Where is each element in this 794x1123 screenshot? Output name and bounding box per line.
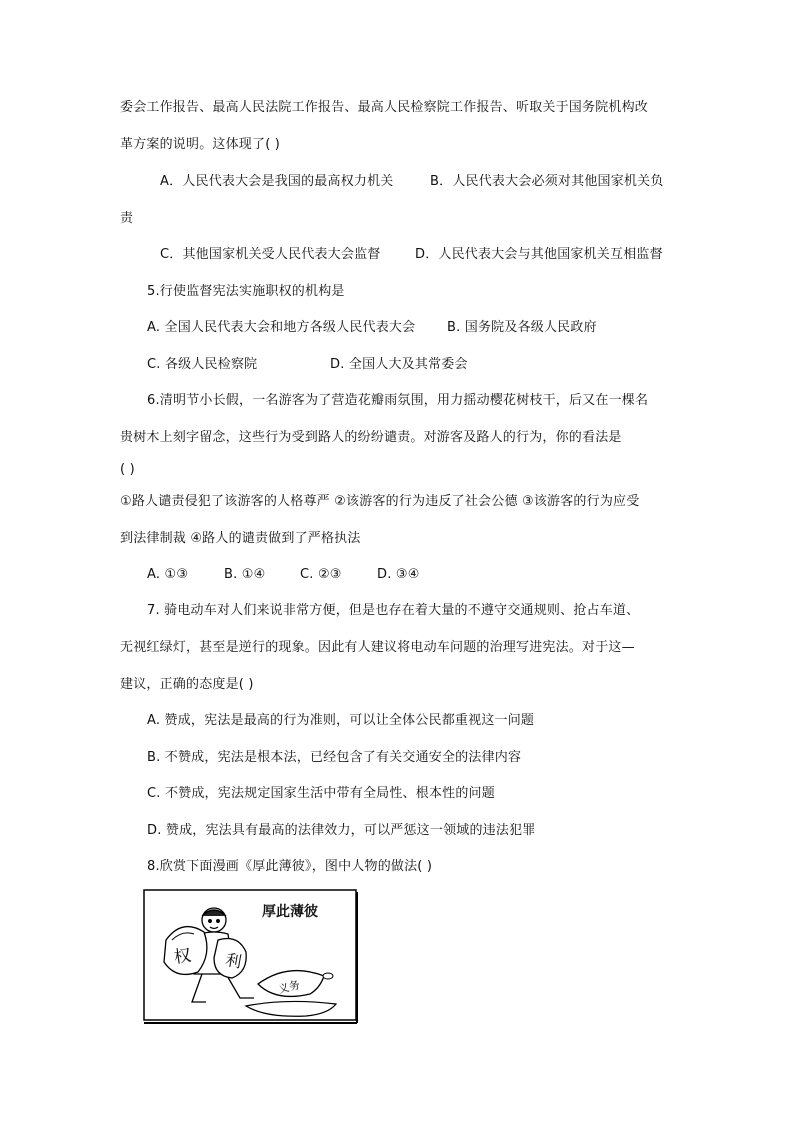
q6-option-b: B. ①④ [224,567,266,582]
q4-option-d: D．人民代表大会与其他国家机关互相监督 [415,247,663,262]
q6-option-a: A. ①③ [147,567,189,582]
q8-stem: 8.欣赏下面漫画《厚此薄彼》，图中人物的做法( ) [147,859,433,874]
cartoon-bag-right-label: 利 [224,950,244,972]
cartoon-image [142,888,360,1026]
q4-option-b-continued: 责 [120,211,134,226]
q7-option-b: B. 不赞成，宪法是根本法，已经包含了有关交通安全的法律内容 [147,750,522,765]
q6-statements-line1: ①路人谴责侵犯了该游客的人格尊严 ②该游客的行为违反了社会公德 ③该游客的行为应受 [120,494,640,509]
q5-option-b: B. 国务院及各级人民政府 [447,320,597,335]
q6-stem-line3: ( ) [120,462,135,477]
q5-option-c: C. 各级人民检察院 [147,357,258,372]
q6-option-d: D. ③④ [377,567,420,582]
q5-stem: 5.行使监督宪法实施职权的机构是 [147,284,345,299]
q4-stem-line1: 委会工作报告、最高人民法院工作报告、最高人民检察院工作报告、听取关于国务院机构改 [120,100,649,115]
q7-stem-line2: 无视红绿灯，甚至是逆行的现象。因此有人建议将电动车问题的治理写进宪法。对于这— [120,640,635,655]
q7-stem-line1: 7. 骑电动车对人们来说非常方便，但是也存在着大量的不遵守交通规则、抢占车道、 [147,603,640,618]
q5-option-a: A. 全国人民代表大会和地方各级人民代表大会 [147,320,416,335]
q5-option-d: D. 全国人大及其常委会 [330,357,468,372]
q7-option-d: D. 赞成，宪法具有最高的法律效力，可以严惩这一领域的违法犯罪 [147,823,536,838]
q7-option-a: A. 赞成，宪法是最高的行为准则，可以让全体公民都重视这一问题 [147,713,535,728]
q6-stem-line1: 6.清明节小长假，一名游客为了营造花瓣雨氛围，用力摇动樱花树枝干，后又在一棵名 [147,393,649,408]
cartoon-scroll-label: 义务 [276,978,302,997]
q6-statements-line2: 到法律制裁 ④路人的谴责做到了严格执法 [120,531,361,546]
q4-stem-line2: 革方案的说明。这体现了( ) [120,137,281,152]
q7-stem-line3: 建议，正确的态度是( ) [120,677,254,692]
q4-option-a: A．人民代表大会是我国的最高权力机关 [160,174,394,189]
cartoon-bag-left-label: 权 [172,945,193,969]
cartoon-bag-right [214,939,246,979]
q6-option-c: C. ②③ [300,567,342,582]
q4-option-b: B．人民代表大会必须对其他国家机关负 [430,174,664,189]
q4-option-c: C．其他国家机关受人民代表大会监督 [160,247,381,262]
q7-option-c: C. 不赞成，宪法规定国家生活中带有全局性、根本性的问题 [147,786,495,801]
q6-stem-line2: 贵树木上刻字留念，这些行为受到路人的纷纷谴责。对游客及路人的行为，你的看法是 [120,430,622,445]
cartoon-title: 厚此薄彼 [262,904,318,920]
